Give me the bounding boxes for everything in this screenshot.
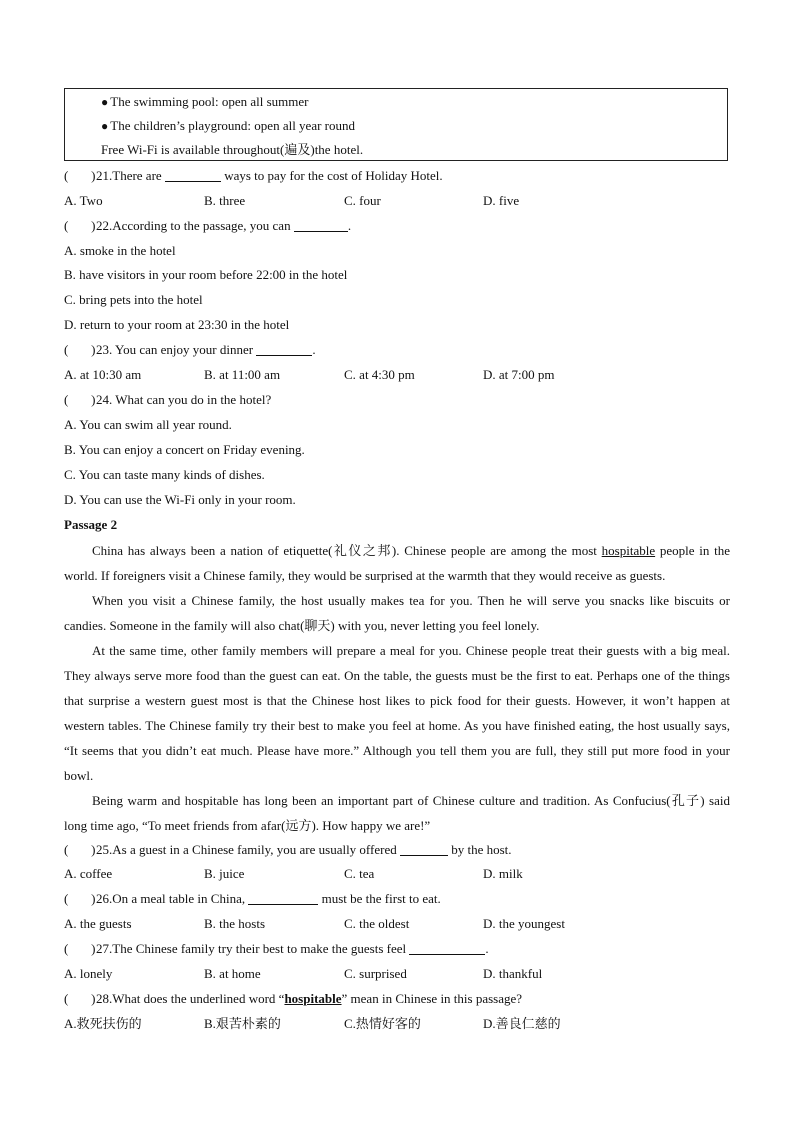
question-23: ( )23. You can enjoy your dinner . — [64, 340, 316, 360]
answer-bracket[interactable]: ( ) — [64, 392, 96, 407]
answer-blank[interactable] — [165, 167, 221, 182]
option-b: B. the hosts — [204, 916, 266, 931]
option-c: C. You can taste many kinds of dishes. — [64, 467, 265, 482]
option-d: D. return to your room at 23:30 in the hotel — [64, 317, 290, 332]
bullet-icon: ● — [101, 119, 109, 133]
question-26: ( )26.On a meal table in China, must be the first to eat. — [64, 889, 441, 909]
option-b: B.艰苦朴素的 — [204, 1016, 281, 1031]
pool-line: ● The swimming pool: open all summer — [101, 94, 309, 109]
answer-bracket[interactable]: ( ) — [64, 342, 96, 357]
answer-blank[interactable] — [400, 841, 448, 856]
question-21: ( )21.There are ways to pay for the cost of Holiday Hotel. — [64, 166, 443, 186]
hotel-info-box — [64, 88, 728, 161]
option-d: D.善良仁慈的 — [483, 1016, 561, 1031]
underlined-word: hospitable — [601, 543, 656, 558]
passage-paragraph-3: At the same time, other family members will prepare a meal for you. Chinese people treat their guests with a big meal. They always serve more food than the guest can eat. On the table, the guests must be the first to eat. Perhaps one of the things that surprise a western guest most is that the Chinese host likes to pick food for their guests. However, it won’t happen at western tables. The Chinese family try their best to make you feel at home. As you have finished eating, the host usually says, “It seems that you didn’t eat much. Please have more.” Although you tell them you are full, they still put more food in your bowl. — [64, 643, 730, 783]
option-a: A. lonely — [64, 966, 113, 981]
wifi-line: Free Wi-Fi is available throughout(遍及)the hotel. — [101, 142, 364, 157]
option-d: D. the youngest — [483, 916, 565, 931]
option-b: B. three — [204, 193, 246, 208]
option-d: D. thankful — [483, 966, 543, 981]
option-d: D. five — [483, 193, 520, 208]
question-25: ( )25.As a guest in a Chinese family, you are usually offered by the host. — [64, 840, 512, 860]
question-24: ( )24. What can you do in the hotel? — [64, 390, 271, 410]
answer-bracket[interactable]: ( ) — [64, 891, 96, 906]
answer-bracket[interactable]: ( ) — [64, 218, 96, 233]
option-a: A. coffee — [64, 866, 113, 881]
question-22: ( )22.According to the passage, you can . — [64, 216, 351, 236]
option-c: C. at 4:30 pm — [344, 367, 415, 382]
answer-blank[interactable] — [256, 341, 312, 356]
option-b: B. at 11:00 am — [204, 367, 281, 382]
answer-blank[interactable] — [294, 217, 348, 232]
option-c: C. the oldest — [344, 916, 410, 931]
passage-paragraph-4: Being warm and hospitable has long been an important part of Chinese culture and tradition. As Confucius(孔子) said long time ago, “To meet friends from afar(远方). How happy we are!” — [64, 793, 730, 833]
answer-blank[interactable] — [248, 890, 318, 905]
option-c: C. surprised — [344, 966, 407, 981]
option-d: D. You can use the Wi-Fi only in your room. — [64, 492, 296, 507]
option-b: B. have visitors in your room before 22:00 in the hotel — [64, 267, 348, 282]
option-a: A. You can swim all year round. — [64, 417, 232, 432]
bullet-icon: ● — [101, 95, 109, 109]
option-c: C.热情好客的 — [344, 1016, 421, 1031]
answer-bracket[interactable]: ( ) — [64, 842, 96, 857]
playground-line: ● The children’s playground: open all year round — [101, 118, 356, 133]
option-a: A. the guests — [64, 916, 132, 931]
option-c: C. four — [344, 193, 381, 208]
answer-bracket[interactable]: ( ) — [64, 991, 96, 1006]
passage-paragraph-2: When you visit a Chinese family, the host usually makes tea for you. Then he will serve you snacks like biscuits or candies. Someone in the family will also chat(聊天) with you, never letting you feel lonely. — [64, 593, 730, 633]
option-a: A.救死扶伤的 — [64, 1016, 142, 1031]
option-c: C. bring pets into the hotel — [64, 292, 203, 307]
option-a: A. smoke in the hotel — [64, 243, 176, 258]
question-28: ( )28.What does the underlined word “hospitable” mean in Chinese in this passage? — [64, 989, 522, 1009]
answer-bracket[interactable]: ( ) — [64, 941, 96, 956]
option-b: B. You can enjoy a concert on Friday evening. — [64, 442, 305, 457]
option-a: A. at 10:30 am — [64, 367, 142, 382]
underlined-word: hospitable — [284, 991, 342, 1006]
passage-paragraph-1: China has always been a nation of etiquette(礼仪之邦). Chinese people are among the most hospitable people in the world. If foreigners visit a Chinese family, they would be surprised at the warmth that they would receive as guests. — [64, 543, 730, 583]
option-d: D. at 7:00 pm — [483, 367, 555, 382]
answer-blank[interactable] — [409, 940, 485, 955]
answer-bracket[interactable]: ( ) — [64, 168, 96, 183]
passage-title: Passage 2 — [64, 517, 118, 532]
option-b: B. juice — [204, 866, 245, 881]
option-b: B. at home — [204, 966, 261, 981]
option-c: C. tea — [344, 866, 375, 881]
question-27: ( )27.The Chinese family try their best to make the guests feel . — [64, 939, 489, 959]
option-a: A. Two — [64, 193, 103, 208]
option-d: D. milk — [483, 866, 523, 881]
